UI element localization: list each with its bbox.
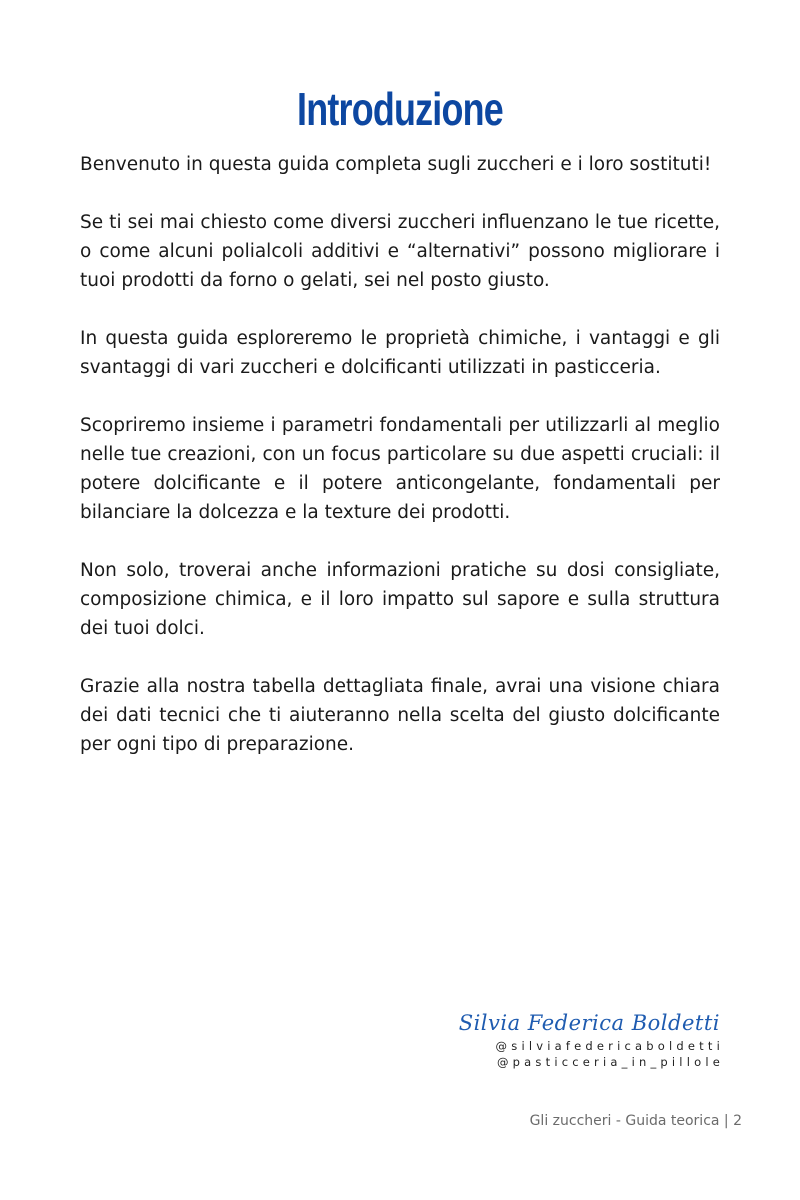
paragraph: Se ti sei mai chiesto come diversi zuccheri influenzano le tue ricette, o come alcuni polialcoli additivi e “alternativi” possono migliorare i tuoi prodotti da forno o gelati, sei nel posto giusto. [80, 212, 720, 291]
page-footer: Gli zuccheri - Guida teorica | 2 [529, 1113, 742, 1129]
paragraph: Non solo, troverai anche informazioni pratiche su dosi consigliate, composizione chimica, e il loro impatto sul sapore e sulla struttura dei tuoi dolci. [80, 560, 720, 639]
paragraph: Scopriremo insieme i parametri fondamentali per utilizzarli al meglio nelle tue creazioni, con un focus particolare su due aspetti cruciali: il potere dolcificante e il potere anticongelante, fondamentali per bilanciare la dolcezza e la texture dei prodotti. [80, 415, 720, 523]
social-handle: @silviafedericaboldetti [495, 1039, 724, 1053]
intro-body [80, 150, 720, 788]
paragraph: Benvenuto in questa guida completa sugli zuccheri e i loro sostituti! [80, 154, 712, 175]
paragraph: In questa guida esploreremo le proprietà chimiche, i vantaggi e gli svantaggi di vari zuccheri e dolcificanti utilizzati in pasticceria. [80, 328, 720, 378]
page-title: Introduzione [297, 83, 503, 135]
signature-block [458, 1008, 724, 1070]
author-signature: Silvia Federica Boldetti [458, 1011, 720, 1035]
social-handle: @pasticceria_in_pillole [496, 1055, 724, 1069]
paragraph: Grazie alla nostra tabella dettagliata finale, avrai una visione chiara dei dati tecnici che ti aiuteranno nella scelta del giusto dolcificante per ogni tipo di preparazione. [80, 676, 720, 755]
